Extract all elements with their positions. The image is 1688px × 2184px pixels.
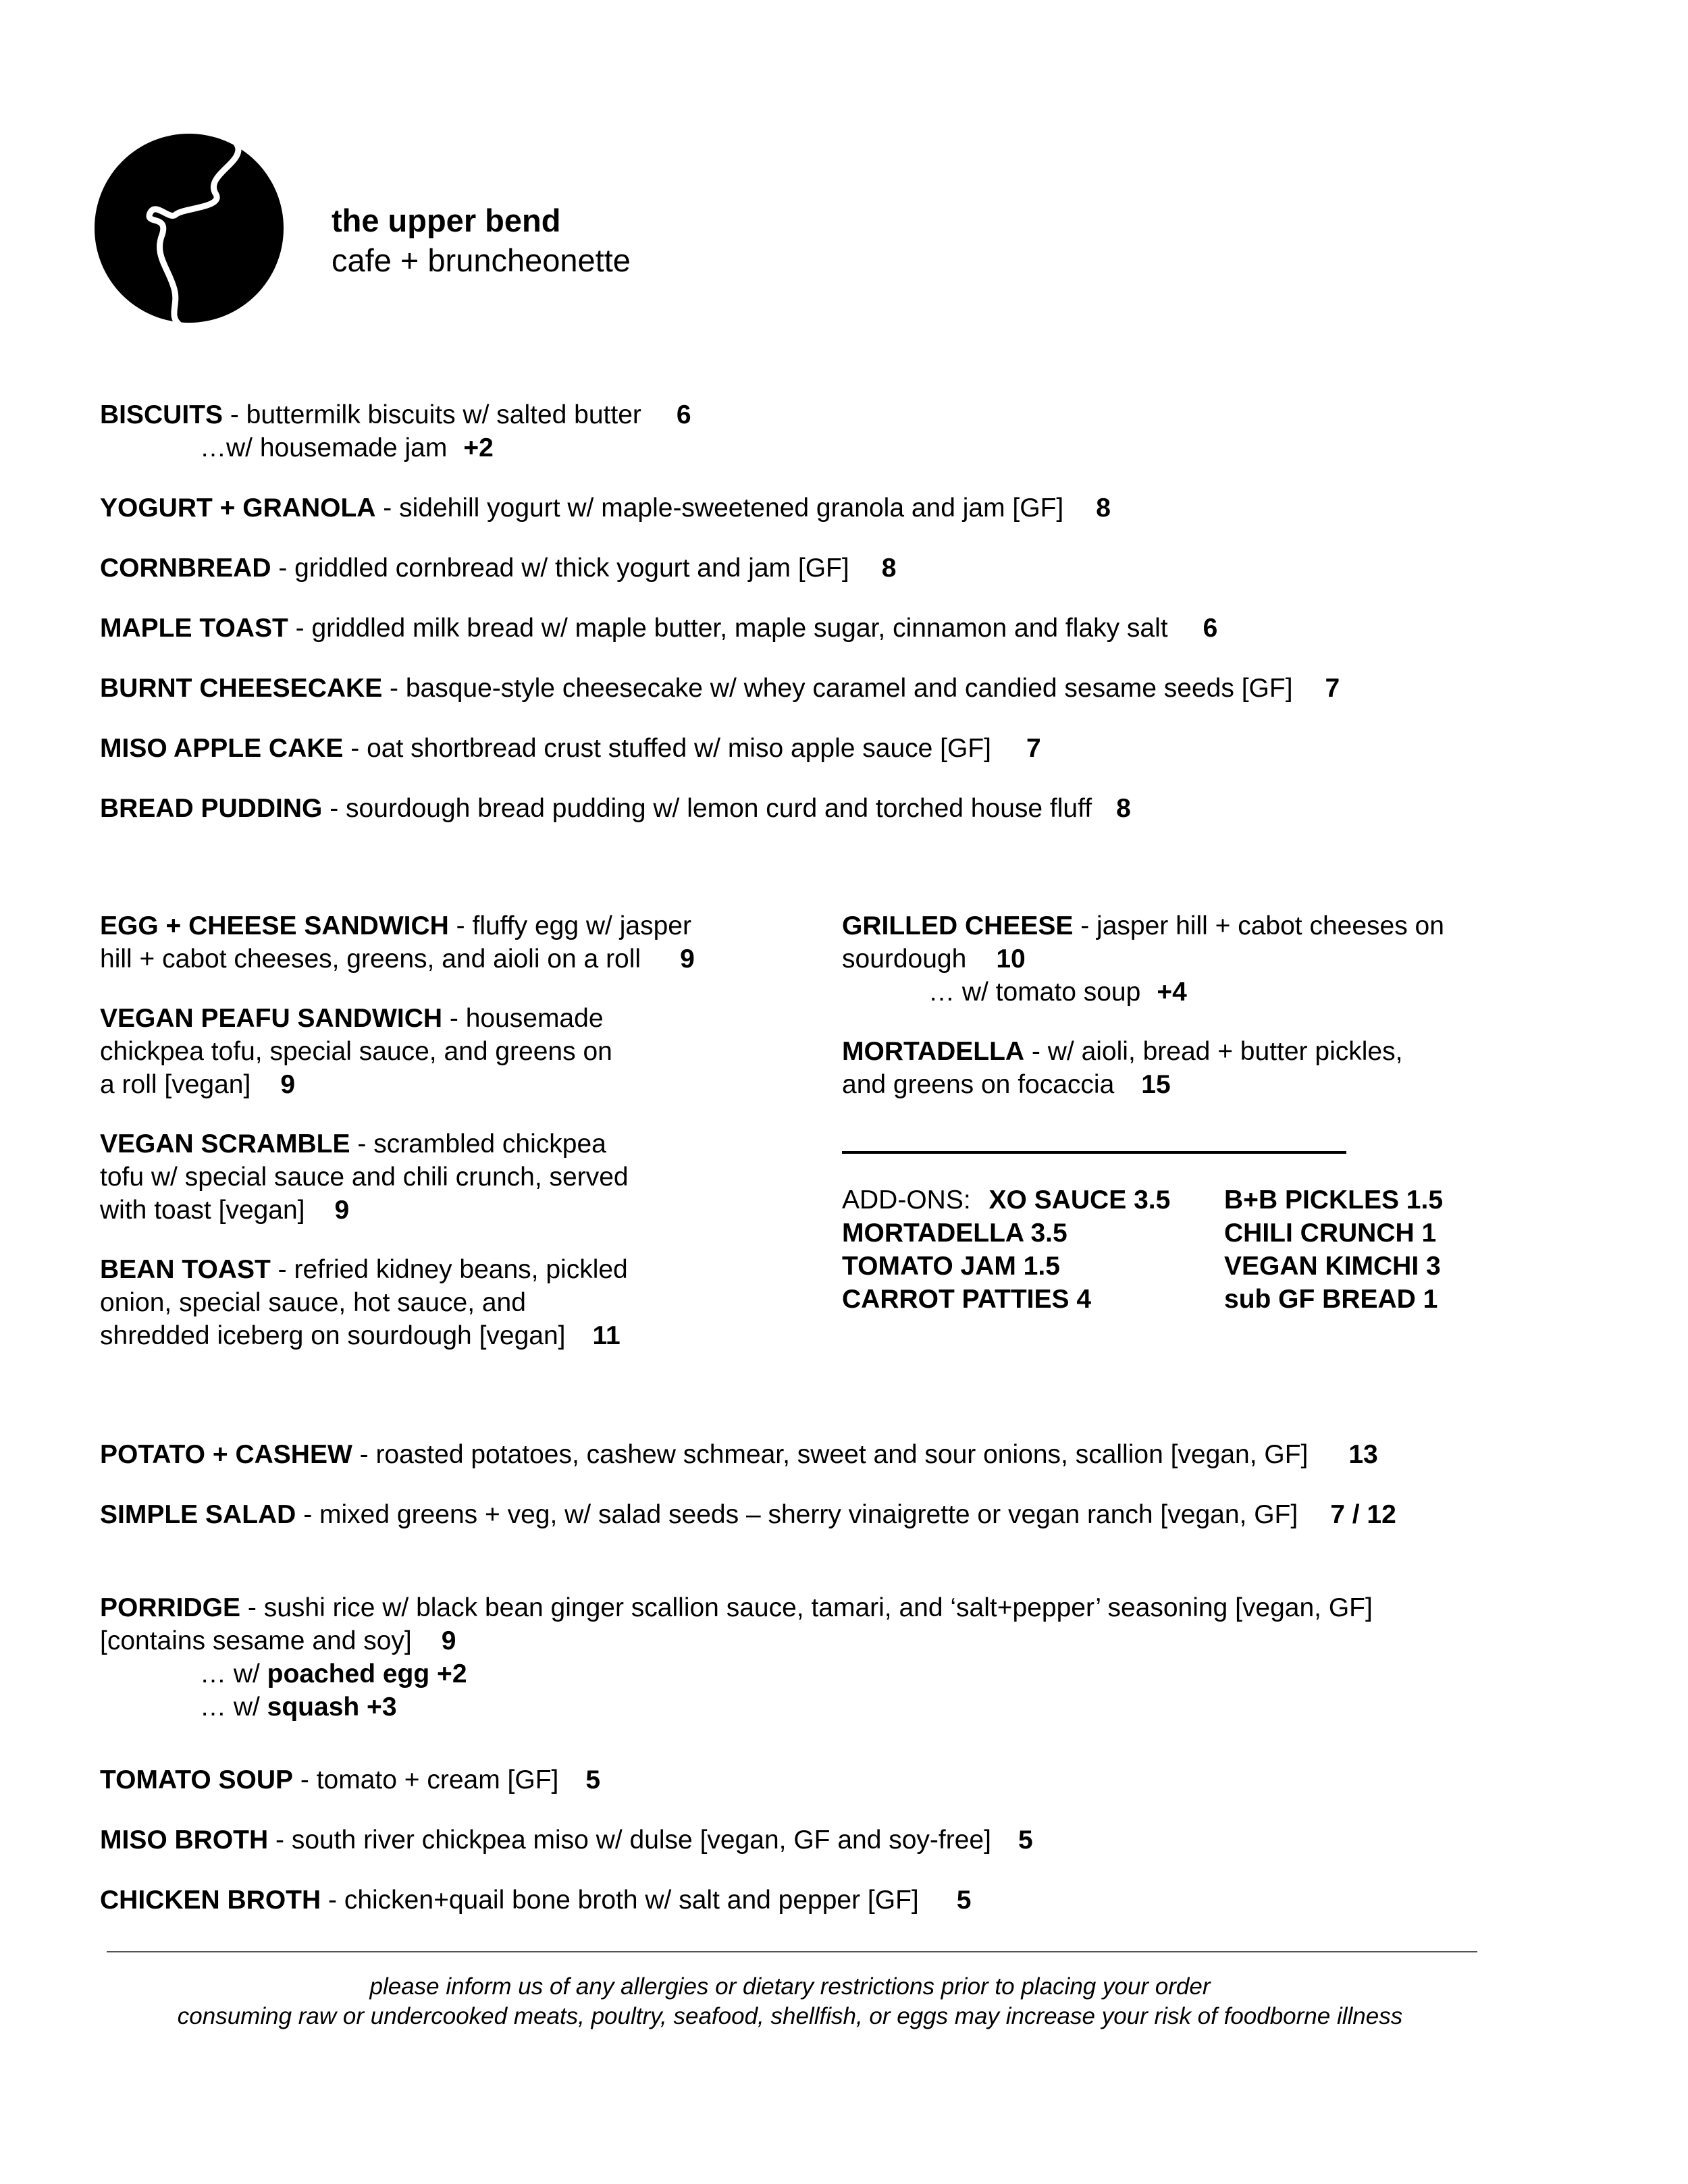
item-price: 10 xyxy=(996,944,1026,974)
addon-item: XO SAUCE 3.5 xyxy=(988,1186,1171,1215)
addon-item: CARROT PATTIES 4 xyxy=(842,1285,1092,1314)
addon-item: VEGAN KIMCHI 3 xyxy=(1224,1252,1441,1281)
item-desc: - chicken+quail bone broth w/ salt and pepper [GF] xyxy=(321,1886,919,1915)
addon-poached-egg: poached egg +2 xyxy=(267,1659,467,1688)
item-desc: with toast [vegan] xyxy=(100,1196,305,1225)
item-price: 6 xyxy=(1203,614,1218,643)
addon-text: … w/ tomato soup xyxy=(928,978,1141,1007)
item-price: 5 xyxy=(956,1886,972,1915)
addon-price: +2 xyxy=(463,433,494,462)
item-name: MISO BROTH xyxy=(100,1826,269,1855)
item-name: MAPLE TOAST xyxy=(100,614,288,643)
menu-item-grilled-cheese xyxy=(842,909,1585,1009)
biscuits-addon xyxy=(200,431,494,464)
item-desc: - refried kidney beans, pickled xyxy=(270,1255,628,1284)
item-desc: - buttermilk biscuits w/ salted butter xyxy=(223,400,641,429)
menu-item-bread-pudding xyxy=(100,792,1131,825)
river-logo xyxy=(95,134,284,323)
menu-item-egg-cheese xyxy=(100,909,802,976)
item-desc: tofu w/ special sauce and chili crunch, served xyxy=(100,1163,629,1192)
menu-item-mortadella xyxy=(842,1035,1585,1101)
item-price: 5 xyxy=(1018,1826,1033,1855)
item-desc: - jasper hill + cabot cheeses on xyxy=(1073,911,1444,940)
item-desc: a roll [vegan] xyxy=(100,1070,251,1099)
item-desc: - tomato + cream [GF] xyxy=(293,1765,559,1794)
menu-item-simple-salad xyxy=(100,1498,1396,1531)
item-price: 11 xyxy=(592,1321,621,1350)
item-desc: - oat shortbread crust stuffed w/ miso apple sauce [GF] xyxy=(343,734,991,763)
item-name: POTATO + CASHEW xyxy=(100,1440,352,1469)
item-price: 7 / 12 xyxy=(1330,1500,1396,1529)
menu-item-biscuits xyxy=(100,398,691,431)
brand-block xyxy=(332,201,631,280)
addon-text: …w/ housemade jam xyxy=(200,433,448,462)
divider-line xyxy=(842,1151,1346,1154)
item-price: 9 xyxy=(280,1070,296,1099)
item-name: EGG + CHEESE SANDWICH xyxy=(100,911,449,940)
addon-item: MORTADELLA 3.5 xyxy=(842,1219,1067,1248)
addon-item: sub GF BREAD 1 xyxy=(1224,1285,1438,1314)
raw-food-warning: consuming raw or undercooked meats, poultry, seafood, shellfish, or eggs may increase your risk of foodborne illness xyxy=(177,2003,1403,2029)
item-price: 8 xyxy=(1116,794,1131,823)
menu-item-potato-cashew xyxy=(100,1438,1378,1471)
item-desc: - roasted potatoes, cashew schmear, sweet and sour onions, scallion [vegan, GF] xyxy=(352,1440,1309,1469)
addon-item: TOMATO JAM 1.5 xyxy=(842,1252,1060,1281)
item-desc: and greens on focaccia xyxy=(842,1070,1115,1099)
addon-prefix: … w/ xyxy=(200,1659,267,1688)
item-price: 15 xyxy=(1141,1070,1171,1099)
item-name: YOGURT + GRANOLA xyxy=(100,494,376,523)
brand-tagline: cafe + bruncheonette xyxy=(332,242,631,278)
menu-item-peafu xyxy=(100,1002,802,1101)
item-name: CORNBREAD xyxy=(100,554,271,583)
item-desc: chickpea tofu, special sauce, and greens on xyxy=(100,1037,612,1066)
item-desc: - basque-style cheesecake w/ whey caramel and candied sesame seeds [GF] xyxy=(382,674,1293,703)
menu-item-porridge xyxy=(100,1591,1373,1724)
sandwich-column-right xyxy=(842,909,1585,1101)
item-desc: - griddled milk bread w/ maple butter, maple sugar, cinnamon and flaky salt xyxy=(288,614,1168,643)
menu-item-bean-toast xyxy=(100,1253,802,1352)
addon-item: B+B PICKLES 1.5 xyxy=(1224,1186,1444,1215)
item-desc: shredded iceberg on sourdough [vegan] xyxy=(100,1321,566,1350)
menu-item-yogurt xyxy=(100,491,1111,525)
item-price: 13 xyxy=(1348,1440,1378,1469)
item-desc: onion, special sauce, hot sauce, and xyxy=(100,1288,526,1317)
item-desc: - sidehill yogurt w/ maple-sweetened granola and jam [GF] xyxy=(375,494,1064,523)
item-price: 7 xyxy=(1325,674,1340,703)
item-desc: - w/ aioli, bread + butter pickles, xyxy=(1024,1037,1403,1066)
item-desc: - scrambled chickpea xyxy=(350,1129,606,1158)
item-price: 5 xyxy=(585,1765,601,1794)
item-name: GRILLED CHEESE xyxy=(842,911,1074,940)
item-name: MISO APPLE CAKE xyxy=(100,734,344,763)
footer-divider xyxy=(107,1951,1477,1952)
addon-squash: squash +3 xyxy=(267,1693,397,1722)
item-name: BISCUITS xyxy=(100,400,223,429)
item-desc: - mixed greens + veg, w/ salad seeds – sherry vinaigrette or vegan ranch [vegan, GF] xyxy=(296,1500,1298,1529)
item-desc: sourdough xyxy=(842,944,967,974)
item-desc: - fluffy egg w/ jasper xyxy=(448,911,691,940)
menu-item-cheesecake xyxy=(100,672,1340,705)
item-desc: - sourdough bread pudding w/ lemon curd and torched house fluff xyxy=(322,794,1092,823)
item-desc: - griddled cornbread w/ thick yogurt and jam [GF] xyxy=(271,554,849,583)
menu-item-tomato-soup xyxy=(100,1763,600,1796)
menu-item-miso-broth xyxy=(100,1823,1033,1857)
menu-item-maple-toast xyxy=(100,612,1217,645)
allergy-notice: please inform us of any allergies or dietary restrictions prior to placing your order xyxy=(369,1973,1211,2000)
addon-price: +4 xyxy=(1157,978,1187,1007)
item-desc: - sushi rice w/ black bean ginger scallion sauce, tamari, and ‘salt+pepper’ seasoning [vegan, GF] xyxy=(240,1593,1373,1622)
item-name: MORTADELLA xyxy=(842,1037,1025,1066)
sandwich-column-left xyxy=(100,909,802,1352)
menu-item-chicken-broth xyxy=(100,1884,971,1917)
item-price: 9 xyxy=(334,1196,350,1225)
brand-name: the upper bend xyxy=(332,203,561,238)
item-name: BREAD PUDDING xyxy=(100,794,323,823)
menu-item-miso-apple-cake xyxy=(100,732,1041,765)
item-price: 8 xyxy=(1096,494,1111,523)
item-name: TOMATO SOUP xyxy=(100,1765,294,1794)
item-price: 6 xyxy=(676,400,691,429)
addon-item: CHILI CRUNCH 1 xyxy=(1224,1219,1437,1248)
item-name: BURNT CHEESECAKE xyxy=(100,674,383,703)
addons-label: ADD-ONS: xyxy=(842,1186,971,1215)
item-desc: hill + cabot cheeses, greens, and aioli on a roll xyxy=(100,944,641,974)
menu-item-cornbread xyxy=(100,552,896,585)
item-desc: [contains sesame and soy] xyxy=(100,1626,412,1655)
item-price: 9 xyxy=(441,1626,456,1655)
item-name: VEGAN PEAFU SANDWICH xyxy=(100,1004,443,1033)
item-desc: - south river chickpea miso w/ dulse [vegan, GF and soy-free] xyxy=(268,1826,991,1855)
item-desc: - housemade xyxy=(442,1004,604,1033)
item-price: 9 xyxy=(680,944,695,974)
item-name: CHICKEN BROTH xyxy=(100,1886,321,1915)
item-price: 8 xyxy=(881,554,897,583)
item-name: BEAN TOAST xyxy=(100,1255,271,1284)
item-name: PORRIDGE xyxy=(100,1593,241,1622)
item-name: VEGAN SCRAMBLE xyxy=(100,1129,350,1158)
menu-item-vegan-scramble xyxy=(100,1127,802,1227)
item-price: 7 xyxy=(1026,734,1041,763)
item-name: SIMPLE SALAD xyxy=(100,1500,296,1529)
addon-prefix: … w/ xyxy=(200,1693,267,1722)
